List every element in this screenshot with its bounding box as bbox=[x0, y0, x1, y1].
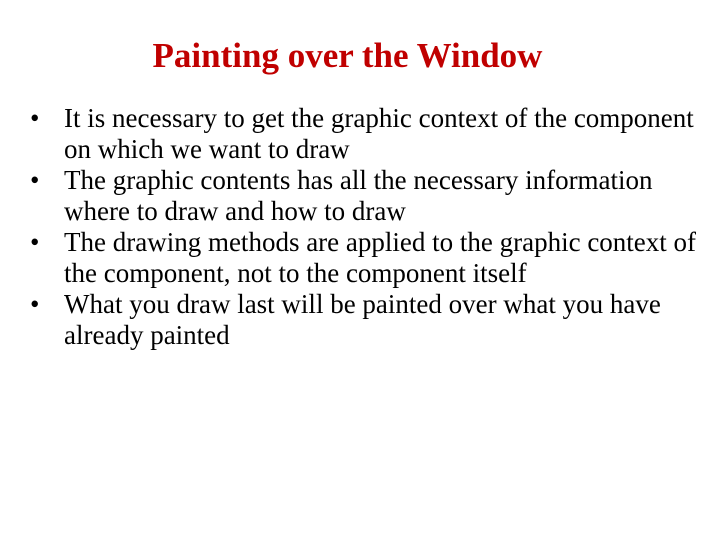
bullet-list bbox=[30, 103, 705, 351]
bullet-text: The graphic contents has all the necessary information where to draw and how to draw bbox=[64, 165, 653, 226]
bullet-icon: • bbox=[30, 289, 40, 319]
bullet-icon: • bbox=[30, 165, 40, 195]
bullet-item bbox=[30, 165, 705, 227]
bullet-text: What you draw last will be painted over what you have already painted bbox=[64, 289, 661, 350]
bullet-icon: • bbox=[30, 103, 40, 133]
bullet-text: The drawing methods are applied to the graphic context of the component, not to the component itself bbox=[64, 227, 697, 288]
bullet-icon: • bbox=[30, 227, 40, 257]
bullet-item bbox=[30, 227, 705, 289]
slide-title: Painting over the Window bbox=[152, 36, 543, 75]
bullet-text: It is necessary to get the graphic context of the component on which we want to draw bbox=[64, 103, 694, 164]
bullet-item bbox=[30, 289, 705, 351]
bullet-item bbox=[30, 103, 705, 165]
